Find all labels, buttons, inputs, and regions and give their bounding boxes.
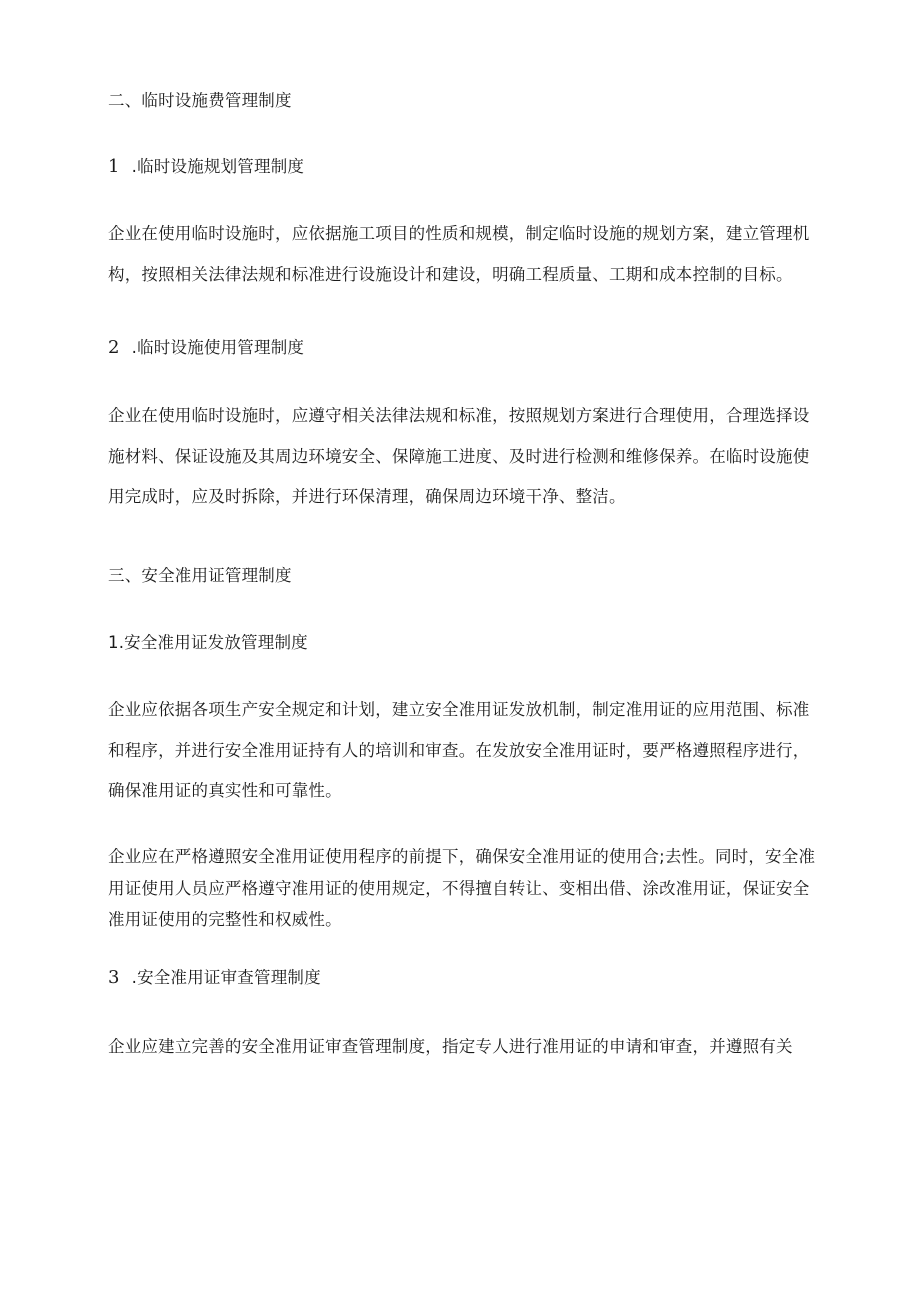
subheading-3-1-text: 1.安全准用证发放管理制度 xyxy=(108,633,308,652)
subheading-3-3-number: 3 xyxy=(108,967,120,988)
subheading-3-1 xyxy=(108,631,818,655)
subheading-3-3 xyxy=(108,966,818,990)
subheading-2-2-number: 2 xyxy=(108,337,120,358)
section-heading-2 xyxy=(108,89,818,113)
paragraph-3-2: 企业应在严格遵照安全准用证使用程序的前提下，确保安全准用证的使用合;去性。同时，安全准用证使用人员应严格遵守准用证的使用规定，不得擅自转让、变相出借、涂改准用证，保证安全准用证使用的完整性和权威性。 xyxy=(108,847,816,929)
subheading-2-1-text: .临时设施规划管理制度 xyxy=(131,157,305,176)
paragraph-2-1: 企业在使用临时设施时，应依据施工项目的性质和规模，制定临时设施的规划方案，建立管理机构，按照相关法律法规和标准进行设施设计和建设，明确工程质量、工期和成本控制的目标。 xyxy=(108,224,810,284)
paragraph-3-1: 企业应依据各项生产安全规定和计划，建立安全准用证发放机制，制定准用证的应用范围、标准和程序，并进行安全准用证持有人的培训和审查。在发放安全准用证时，要严格遵照程序进行，确保准用证的真实性和可靠性。 xyxy=(108,700,810,800)
subheading-2-1-number: 1 xyxy=(108,156,120,177)
subheading-2-2 xyxy=(108,336,818,360)
paragraph-2-2: 企业在使用临时设施时，应遵守相关法律法规和标准，按照规划方案进行合理使用，合理选择设施材料、保证设施及其周边环境安全、保障施工进度、及时进行检测和维修保养。在临时设施使用完成时，应及时拆除，并进行环保清理，确保周边环境干净、整洁。 xyxy=(108,406,810,506)
section-heading-3-text: 三、安全准用证管理制度 xyxy=(108,566,292,585)
paragraph-3-3: 企业应建立完善的安全准用证审查管理制度，指定专人进行准用证的申请和审查，并遵照有关 xyxy=(108,1037,793,1056)
section-heading-2-text: 二、临时设施费管理制度 xyxy=(108,91,292,110)
section-heading-3 xyxy=(108,564,818,588)
subheading-2-1 xyxy=(108,155,818,179)
subheading-3-3-text: .安全准用证审查管理制度 xyxy=(131,968,321,987)
subheading-2-2-text: .临时设施使用管理制度 xyxy=(131,338,305,357)
